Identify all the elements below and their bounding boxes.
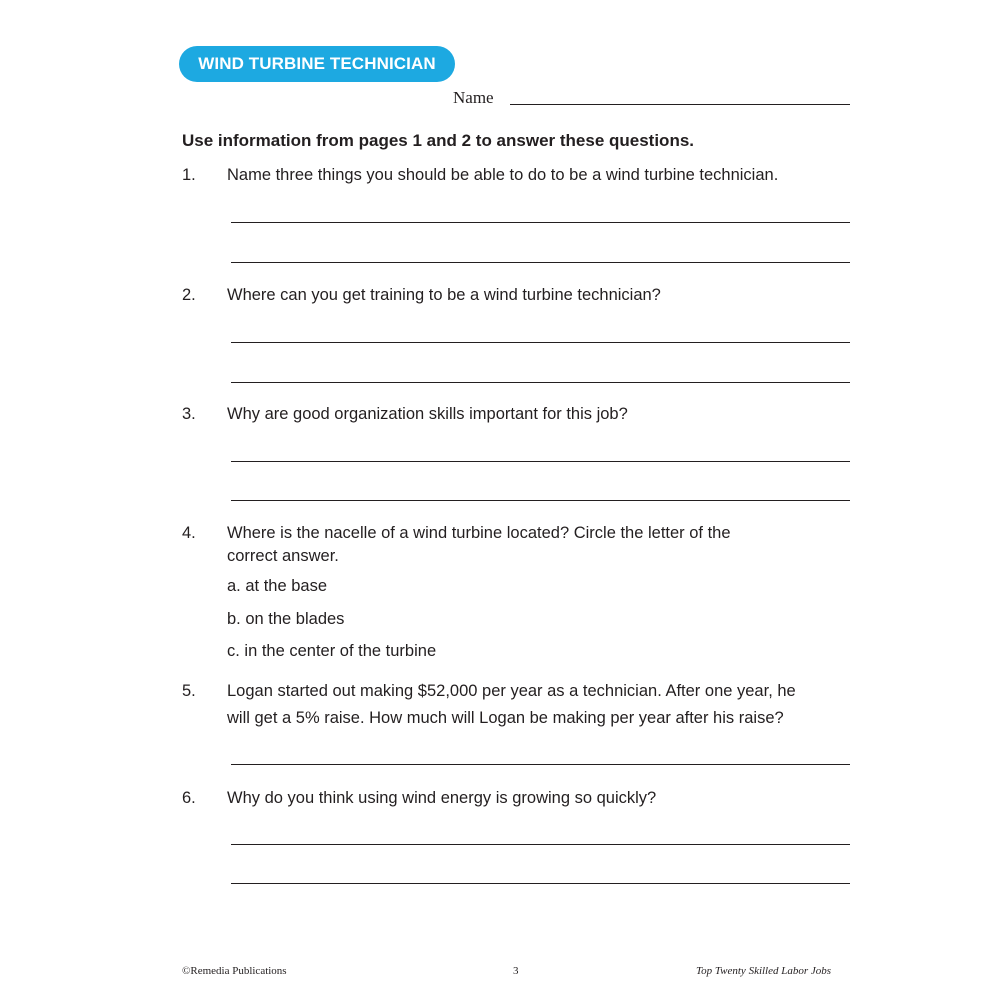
footer-publisher: ©Remedia Publications xyxy=(182,965,287,977)
instructions: Use information from pages 1 and 2 to answer these questions. xyxy=(182,131,695,150)
question-4-choice-c[interactable]: c. in the center of the turbine xyxy=(227,642,437,660)
question-2-answer-line-2[interactable] xyxy=(231,382,850,383)
footer-book-title: Top Twenty Skilled Labor Jobs xyxy=(696,965,832,977)
question-2-text: Where can you get training to be a wind turbine technician? xyxy=(227,286,661,304)
question-1-text: Name three things you should be able to do to be a wind turbine technician. xyxy=(227,166,779,184)
question-1-number: 1. xyxy=(182,166,196,184)
question-4-choice-a[interactable]: a. at the base xyxy=(227,577,327,595)
question-6-answer-line-1[interactable] xyxy=(231,844,850,845)
question-3-text: Why are good organization skills important for this job? xyxy=(227,405,628,423)
question-3-answer-line-2[interactable] xyxy=(231,500,850,501)
question-4-text-line-1: Where is the nacelle of a wind turbine located? Circle the letter of the xyxy=(227,524,731,542)
name-answer-line[interactable] xyxy=(510,104,850,105)
question-4-choice-b[interactable]: b. on the blades xyxy=(227,610,345,628)
section-title-badge xyxy=(179,46,455,82)
question-2-answer-line-1[interactable] xyxy=(231,342,850,343)
footer-page-number: 3 xyxy=(513,965,519,977)
question-6-text: Why do you think using wind energy is growing so quickly? xyxy=(227,789,657,807)
question-1-answer-line-1[interactable] xyxy=(231,222,850,223)
question-2-number: 2. xyxy=(182,286,196,304)
question-4-number: 4. xyxy=(182,524,196,542)
question-4-text-line-2: correct answer. xyxy=(227,547,339,565)
name-label: Name xyxy=(453,88,494,107)
question-1-answer-line-2[interactable] xyxy=(231,262,850,263)
question-5-text-line-2: will get a 5% raise. How much will Logan be making per year after his raise? xyxy=(227,709,784,727)
question-5-answer-line[interactable] xyxy=(231,764,850,765)
section-title: WIND TURBINE TECHNICIAN xyxy=(198,54,436,73)
question-5-text-line-1: Logan started out making $52,000 per year as a technician. After one year, he xyxy=(227,682,796,700)
question-6-answer-line-2[interactable] xyxy=(231,883,850,884)
question-5-number: 5. xyxy=(182,682,196,700)
question-3-number: 3. xyxy=(182,405,196,423)
question-6-number: 6. xyxy=(182,789,196,807)
question-3-answer-line-1[interactable] xyxy=(231,461,850,462)
